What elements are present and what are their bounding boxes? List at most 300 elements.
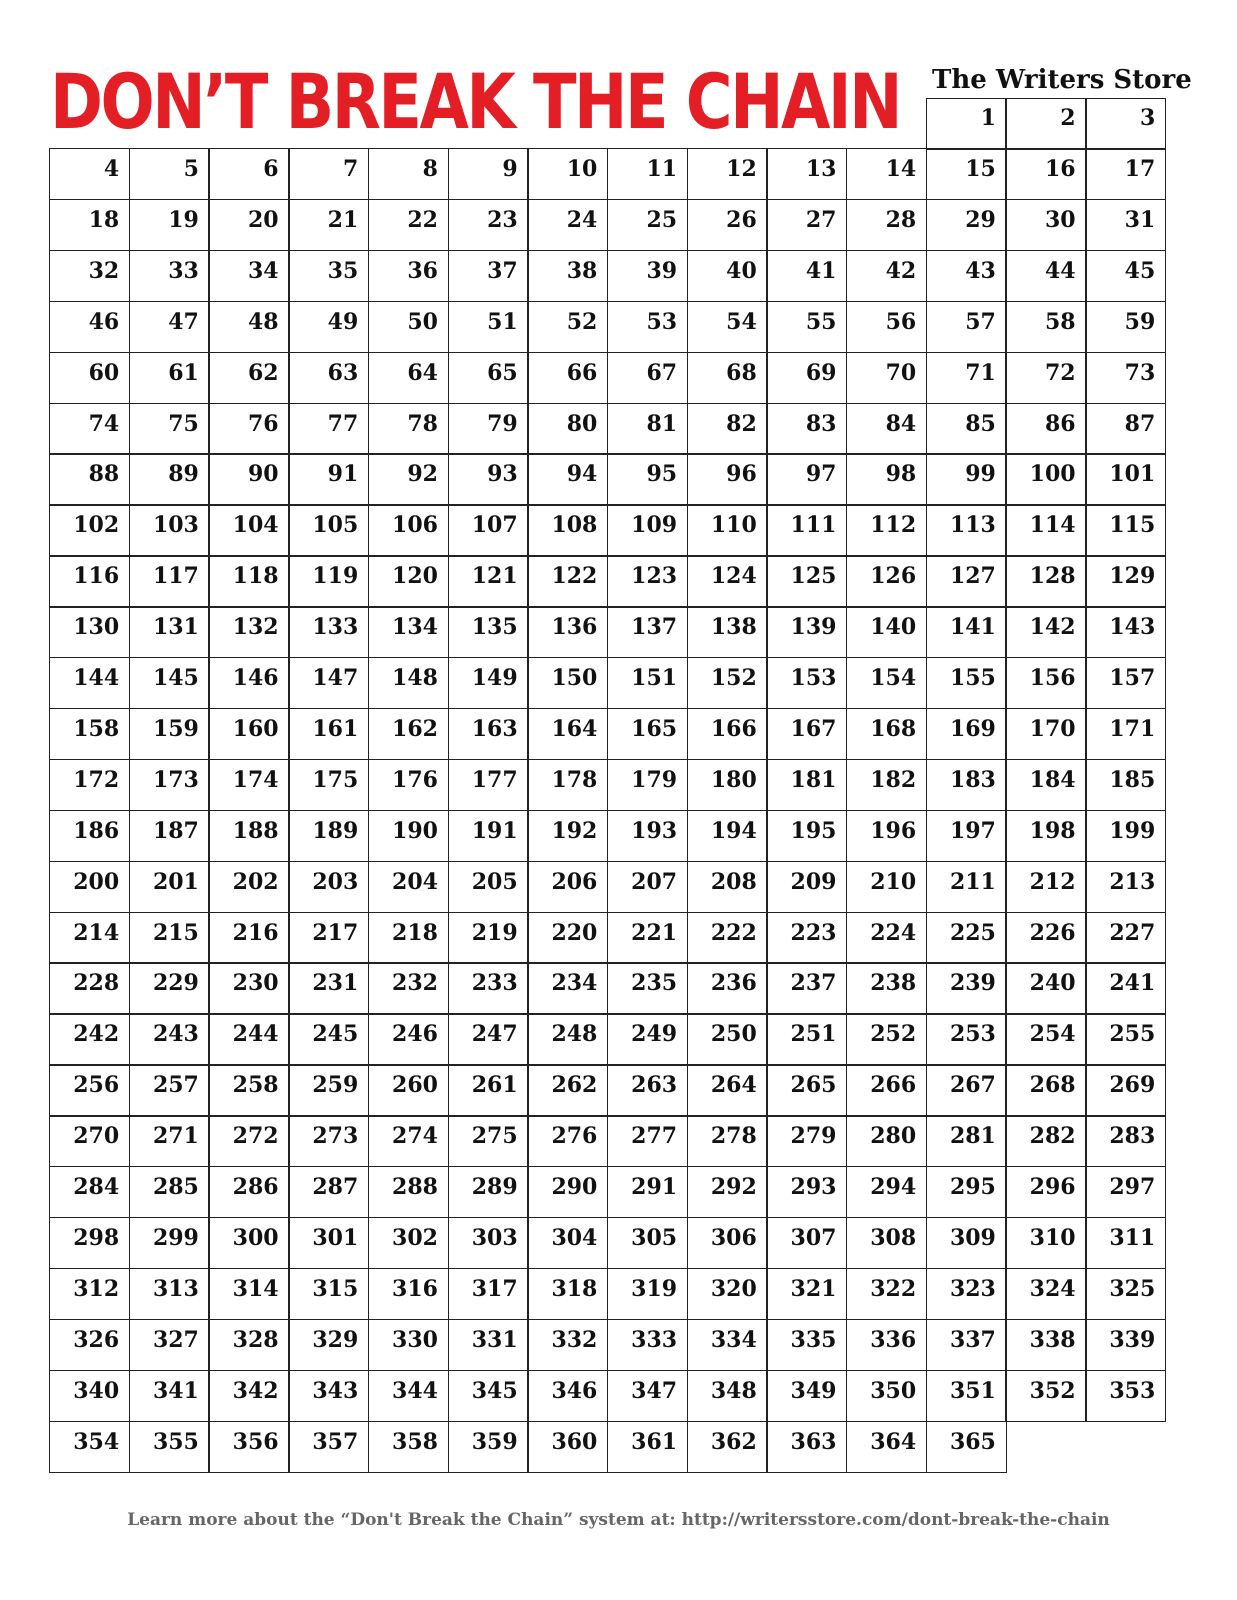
day-cell: 284 [49, 1166, 130, 1218]
day-cell: 38 [527, 250, 608, 302]
day-cell: 59 [1085, 301, 1166, 353]
day-cell: 66 [527, 352, 608, 404]
day-cell: 280 [846, 1115, 927, 1167]
day-cell: 250 [687, 1013, 768, 1065]
day-cell: 27 [766, 199, 847, 251]
day-cell: 42 [846, 250, 927, 302]
day-cell: 58 [1005, 301, 1086, 353]
day-cell: 18 [49, 199, 130, 251]
day-cell: 245 [288, 1013, 369, 1065]
day-cell: 120 [368, 555, 449, 607]
day-cell: 320 [687, 1268, 768, 1320]
day-cell: 173 [129, 759, 210, 811]
day-cell: 135 [448, 606, 529, 658]
day-cell: 85 [926, 403, 1007, 455]
day-cell: 30 [1005, 199, 1086, 251]
day-cell: 47 [129, 301, 210, 353]
day-cell: 178 [527, 759, 608, 811]
day-cell: 14 [846, 148, 927, 200]
day-cell: 216 [208, 912, 289, 964]
day-cell: 255 [1085, 1013, 1166, 1065]
day-cell: 22 [368, 199, 449, 251]
day-cell: 125 [766, 555, 847, 607]
day-cell: 336 [846, 1319, 927, 1371]
day-cell: 249 [607, 1013, 688, 1065]
day-cell: 265 [766, 1064, 847, 1116]
day-cell: 40 [687, 250, 768, 302]
day-cell: 213 [1085, 861, 1166, 913]
day-cell: 271 [129, 1115, 210, 1167]
day-cell: 343 [288, 1370, 369, 1422]
day-cell: 210 [846, 861, 927, 913]
day-cell: 117 [129, 555, 210, 607]
day-cell: 200 [49, 861, 130, 913]
day-cell: 227 [1085, 912, 1166, 964]
day-cell: 84 [846, 403, 927, 455]
day-cell: 80 [527, 403, 608, 455]
day-cell: 92 [368, 453, 449, 505]
day-cell: 333 [607, 1319, 688, 1371]
day-cell: 292 [687, 1166, 768, 1218]
day-cell: 329 [288, 1319, 369, 1371]
day-cell: 91 [288, 453, 369, 505]
day-cell: 157 [1085, 657, 1166, 709]
day-cell: 232 [368, 962, 449, 1014]
day-cell: 327 [129, 1319, 210, 1371]
day-cell: 121 [448, 555, 529, 607]
day-cell: 205 [448, 861, 529, 913]
day-cell: 304 [527, 1217, 608, 1269]
day-cell: 192 [527, 810, 608, 862]
day-cell: 317 [448, 1268, 529, 1320]
day-cell: 186 [49, 810, 130, 862]
day-cell: 274 [368, 1115, 449, 1167]
day-cell: 176 [368, 759, 449, 811]
day-cell: 113 [926, 504, 1007, 556]
day-cell: 218 [368, 912, 449, 964]
day-cell: 68 [687, 352, 768, 404]
day-cell: 16 [1005, 148, 1086, 200]
day-cell: 208 [687, 861, 768, 913]
day-cell: 149 [448, 657, 529, 709]
day-cell: 276 [527, 1115, 608, 1167]
day-cell: 234 [527, 962, 608, 1014]
day-cell: 308 [846, 1217, 927, 1269]
day-cell: 154 [846, 657, 927, 709]
day-cell: 122 [527, 555, 608, 607]
day-cell: 79 [448, 403, 529, 455]
day-cell: 5 [129, 148, 210, 200]
day-cell: 211 [926, 861, 1007, 913]
day-cell: 107 [448, 504, 529, 556]
day-cell: 3 [1085, 98, 1166, 150]
day-cell: 33 [129, 250, 210, 302]
day-cell: 37 [448, 250, 529, 302]
day-cell: 152 [687, 657, 768, 709]
day-cell: 44 [1005, 250, 1086, 302]
day-cell: 51 [448, 301, 529, 353]
day-cell: 93 [448, 453, 529, 505]
day-cell: 197 [926, 810, 1007, 862]
day-cell: 223 [766, 912, 847, 964]
day-cell: 108 [527, 504, 608, 556]
day-cell: 130 [49, 606, 130, 658]
day-cell: 57 [926, 301, 1007, 353]
day-cell: 356 [208, 1421, 289, 1473]
day-cell: 124 [687, 555, 768, 607]
day-cell: 321 [766, 1268, 847, 1320]
day-cell: 67 [607, 352, 688, 404]
day-cell: 110 [687, 504, 768, 556]
day-cell: 326 [49, 1319, 130, 1371]
day-cell: 239 [926, 962, 1007, 1014]
day-cell: 170 [1005, 708, 1086, 760]
day-cell: 97 [766, 453, 847, 505]
day-cell: 106 [368, 504, 449, 556]
day-cell: 215 [129, 912, 210, 964]
day-cell: 360 [527, 1421, 608, 1473]
day-cell: 355 [129, 1421, 210, 1473]
day-cell: 313 [129, 1268, 210, 1320]
day-cell: 89 [129, 453, 210, 505]
day-cell: 238 [846, 962, 927, 1014]
day-cell: 298 [49, 1217, 130, 1269]
day-cell: 305 [607, 1217, 688, 1269]
day-cell: 309 [926, 1217, 1007, 1269]
day-cell: 204 [368, 861, 449, 913]
day-cell: 328 [208, 1319, 289, 1371]
day-cell: 138 [687, 606, 768, 658]
day-cell: 4 [49, 148, 130, 200]
day-cell: 310 [1005, 1217, 1086, 1269]
day-cell: 72 [1005, 352, 1086, 404]
day-cell: 104 [208, 504, 289, 556]
day-cell: 244 [208, 1013, 289, 1065]
day-cell: 293 [766, 1166, 847, 1218]
day-cell: 175 [288, 759, 369, 811]
day-cell: 112 [846, 504, 927, 556]
day-cell: 337 [926, 1319, 1007, 1371]
day-cell: 346 [527, 1370, 608, 1422]
day-cell: 272 [208, 1115, 289, 1167]
day-cell: 13 [766, 148, 847, 200]
day-cell: 331 [448, 1319, 529, 1371]
day-cell: 45 [1085, 250, 1166, 302]
day-cell: 11 [607, 148, 688, 200]
day-cell: 151 [607, 657, 688, 709]
day-cell: 240 [1005, 962, 1086, 1014]
day-cell: 334 [687, 1319, 768, 1371]
day-cell: 118 [208, 555, 289, 607]
day-cell: 54 [687, 301, 768, 353]
day-cell: 203 [288, 861, 369, 913]
day-cell: 196 [846, 810, 927, 862]
day-cell: 25 [607, 199, 688, 251]
day-cell: 36 [368, 250, 449, 302]
day-cell: 102 [49, 504, 130, 556]
day-cell: 143 [1085, 606, 1166, 658]
day-cell: 139 [766, 606, 847, 658]
day-cell: 168 [846, 708, 927, 760]
day-cell: 23 [448, 199, 529, 251]
day-cell: 167 [766, 708, 847, 760]
day-cell: 288 [368, 1166, 449, 1218]
day-cell: 270 [49, 1115, 130, 1167]
day-cell: 358 [368, 1421, 449, 1473]
day-cell: 39 [607, 250, 688, 302]
day-cell: 63 [288, 352, 369, 404]
day-cell: 26 [687, 199, 768, 251]
day-cell: 291 [607, 1166, 688, 1218]
day-cell: 83 [766, 403, 847, 455]
day-cell: 128 [1005, 555, 1086, 607]
day-cell: 158 [49, 708, 130, 760]
day-cell: 24 [527, 199, 608, 251]
day-cell: 114 [1005, 504, 1086, 556]
day-cell: 220 [527, 912, 608, 964]
day-cell: 55 [766, 301, 847, 353]
day-cell: 133 [288, 606, 369, 658]
day-cell: 269 [1085, 1064, 1166, 1116]
day-cell: 185 [1085, 759, 1166, 811]
day-cell: 314 [208, 1268, 289, 1320]
day-cell: 61 [129, 352, 210, 404]
day-cell: 116 [49, 555, 130, 607]
day-cell: 60 [49, 352, 130, 404]
day-cell: 191 [448, 810, 529, 862]
day-cell: 315 [288, 1268, 369, 1320]
day-cell: 353 [1085, 1370, 1166, 1422]
day-cell: 301 [288, 1217, 369, 1269]
day-cell: 181 [766, 759, 847, 811]
day-cell: 299 [129, 1217, 210, 1269]
day-cell: 134 [368, 606, 449, 658]
day-cell: 71 [926, 352, 1007, 404]
day-cell: 300 [208, 1217, 289, 1269]
day-cell: 53 [607, 301, 688, 353]
day-cell: 41 [766, 250, 847, 302]
day-cell: 222 [687, 912, 768, 964]
day-cell: 226 [1005, 912, 1086, 964]
day-cell: 10 [527, 148, 608, 200]
day-cell: 267 [926, 1064, 1007, 1116]
day-cell: 74 [49, 403, 130, 455]
day-cell: 52 [527, 301, 608, 353]
day-cell: 311 [1085, 1217, 1166, 1269]
day-cell: 172 [49, 759, 130, 811]
day-cell: 7 [288, 148, 369, 200]
day-cell: 278 [687, 1115, 768, 1167]
day-cell: 50 [368, 301, 449, 353]
day-cell: 35 [288, 250, 369, 302]
day-cell: 8 [368, 148, 449, 200]
day-cell: 75 [129, 403, 210, 455]
day-cell: 352 [1005, 1370, 1086, 1422]
day-cell: 90 [208, 453, 289, 505]
day-cell: 34 [208, 250, 289, 302]
day-cell: 161 [288, 708, 369, 760]
day-cell: 261 [448, 1064, 529, 1116]
day-cell: 229 [129, 962, 210, 1014]
day-cell: 1 [926, 98, 1007, 150]
day-cell: 144 [49, 657, 130, 709]
day-cell: 263 [607, 1064, 688, 1116]
day-cell: 179 [607, 759, 688, 811]
day-cell: 141 [926, 606, 1007, 658]
day-cell: 295 [926, 1166, 1007, 1218]
day-cell: 296 [1005, 1166, 1086, 1218]
day-cell: 294 [846, 1166, 927, 1218]
day-cell: 246 [368, 1013, 449, 1065]
day-cell: 341 [129, 1370, 210, 1422]
day-cell: 142 [1005, 606, 1086, 658]
day-cell: 307 [766, 1217, 847, 1269]
day-cell: 115 [1085, 504, 1166, 556]
day-cell: 230 [208, 962, 289, 1014]
day-cell: 15 [926, 148, 1007, 200]
day-cell: 339 [1085, 1319, 1166, 1371]
day-cell: 153 [766, 657, 847, 709]
day-cell: 262 [527, 1064, 608, 1116]
day-cell: 279 [766, 1115, 847, 1167]
day-cell: 306 [687, 1217, 768, 1269]
day-cell: 46 [49, 301, 130, 353]
day-cell: 43 [926, 250, 1007, 302]
day-cell: 127 [926, 555, 1007, 607]
day-cell: 303 [448, 1217, 529, 1269]
day-cell: 273 [288, 1115, 369, 1167]
day-cell: 231 [288, 962, 369, 1014]
day-cell: 164 [527, 708, 608, 760]
day-cell: 189 [288, 810, 369, 862]
day-cell: 264 [687, 1064, 768, 1116]
day-cell: 364 [846, 1421, 927, 1473]
day-cell: 257 [129, 1064, 210, 1116]
day-cell: 361 [607, 1421, 688, 1473]
day-cell: 98 [846, 453, 927, 505]
day-cell: 260 [368, 1064, 449, 1116]
day-cell: 357 [288, 1421, 369, 1473]
day-cell: 225 [926, 912, 1007, 964]
day-cell: 282 [1005, 1115, 1086, 1167]
day-cell: 363 [766, 1421, 847, 1473]
day-cell: 286 [208, 1166, 289, 1218]
day-cell: 70 [846, 352, 927, 404]
day-cell: 202 [208, 861, 289, 913]
day-cell: 212 [1005, 861, 1086, 913]
day-cell: 182 [846, 759, 927, 811]
day-cell: 198 [1005, 810, 1086, 862]
day-cell: 49 [288, 301, 369, 353]
day-cell: 206 [527, 861, 608, 913]
day-cell: 82 [687, 403, 768, 455]
day-cell: 129 [1085, 555, 1166, 607]
day-cell: 247 [448, 1013, 529, 1065]
day-cell: 209 [766, 861, 847, 913]
day-cell: 236 [687, 962, 768, 1014]
day-cell: 347 [607, 1370, 688, 1422]
day-cell: 228 [49, 962, 130, 1014]
day-cell: 86 [1005, 403, 1086, 455]
day-cell: 251 [766, 1013, 847, 1065]
day-cell: 195 [766, 810, 847, 862]
day-cell: 190 [368, 810, 449, 862]
day-cell: 111 [766, 504, 847, 556]
day-cell: 146 [208, 657, 289, 709]
day-cell: 254 [1005, 1013, 1086, 1065]
day-cell: 109 [607, 504, 688, 556]
day-cell: 330 [368, 1319, 449, 1371]
day-cell: 155 [926, 657, 1007, 709]
day-cell: 335 [766, 1319, 847, 1371]
day-cell: 163 [448, 708, 529, 760]
day-cell: 325 [1085, 1268, 1166, 1320]
day-cell: 28 [846, 199, 927, 251]
day-cell: 297 [1085, 1166, 1166, 1218]
day-cell: 351 [926, 1370, 1007, 1422]
day-cell: 62 [208, 352, 289, 404]
day-cell: 48 [208, 301, 289, 353]
day-cell: 193 [607, 810, 688, 862]
day-cell: 77 [288, 403, 369, 455]
day-cell: 256 [49, 1064, 130, 1116]
day-cell: 156 [1005, 657, 1086, 709]
day-cell: 65 [448, 352, 529, 404]
day-cell: 162 [368, 708, 449, 760]
day-cell: 76 [208, 403, 289, 455]
day-cell: 19 [129, 199, 210, 251]
day-cell: 180 [687, 759, 768, 811]
day-cell: 20 [208, 199, 289, 251]
day-cell: 281 [926, 1115, 1007, 1167]
day-cell: 224 [846, 912, 927, 964]
day-cell: 88 [49, 453, 130, 505]
day-cell: 17 [1085, 148, 1166, 200]
day-cell: 237 [766, 962, 847, 1014]
day-cell: 81 [607, 403, 688, 455]
day-cell: 69 [766, 352, 847, 404]
day-cell: 95 [607, 453, 688, 505]
day-cell: 285 [129, 1166, 210, 1218]
day-cell: 242 [49, 1013, 130, 1065]
day-cell: 345 [448, 1370, 529, 1422]
footer-note: Learn more about the “Don't Break the Chain” system at: http://writersstore.com/dont-break-the-chain [127, 1510, 1110, 1530]
day-cell: 9 [448, 148, 529, 200]
day-cell: 214 [49, 912, 130, 964]
day-cell: 349 [766, 1370, 847, 1422]
day-cell: 105 [288, 504, 369, 556]
day-cell: 103 [129, 504, 210, 556]
day-cell: 188 [208, 810, 289, 862]
day-cell: 302 [368, 1217, 449, 1269]
day-cell: 289 [448, 1166, 529, 1218]
day-cell: 194 [687, 810, 768, 862]
day-cell: 235 [607, 962, 688, 1014]
day-cell: 136 [527, 606, 608, 658]
day-cell: 29 [926, 199, 1007, 251]
day-cell: 324 [1005, 1268, 1086, 1320]
day-cell: 174 [208, 759, 289, 811]
day-cell: 145 [129, 657, 210, 709]
day-cell: 171 [1085, 708, 1166, 760]
day-cell: 268 [1005, 1064, 1086, 1116]
day-cell: 359 [448, 1421, 529, 1473]
day-cell: 338 [1005, 1319, 1086, 1371]
day-cell: 159 [129, 708, 210, 760]
day-cell: 287 [288, 1166, 369, 1218]
day-cell: 160 [208, 708, 289, 760]
day-cell: 100 [1005, 453, 1086, 505]
